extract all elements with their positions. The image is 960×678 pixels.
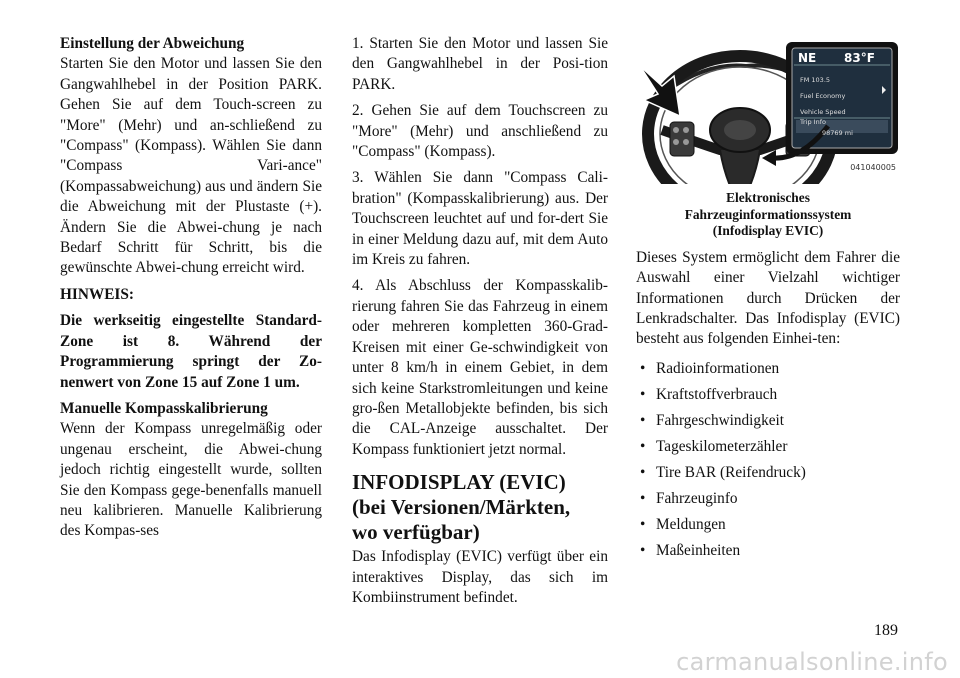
step-3: 3. Wählen Sie dann "Compass Cali-bration" (Kompasskalibrierung) aus. Der Touchscreen leuchtet auf und for-dert Sie in einer Meldung dazu auf, mit dem Auto im Kreis zu fahren.: [352, 169, 608, 269]
list-item: • Tire BAR (Reifendruck): [636, 460, 900, 486]
step-2: 2. Gehen Sie auf dem Touchscreen zu "More" (Mehr) und anschließend zu "Compass" (Kompass).: [352, 102, 608, 161]
display-direction: NE: [798, 51, 817, 65]
caption-line-1: Elektronisches: [726, 190, 810, 205]
caption-line-2: Fahrzeuginformationssystem: [684, 206, 852, 222]
watermark: carmanualsonline.info: [676, 648, 948, 676]
section-paragraph: Das Infodisplay (EVIC) verfügt über ein interaktives Display, das sich im Kombiinstrument befindet.: [352, 548, 608, 606]
step-1: 1. Starten Sie den Motor und lassen Sie den Gangwahlhebel in der Posi-tion PARK.: [352, 35, 608, 93]
caption-line-3: (Infodisplay EVIC): [712, 223, 824, 239]
list-item: • Maßeinheiten: [636, 538, 900, 564]
evic-feature-list: [636, 356, 900, 564]
section-heading-line-3: wo verfügbar): [352, 520, 480, 545]
display-item-trip-info: Trip Info: [800, 118, 826, 126]
list-item: • Tageskilometerzähler: [636, 434, 900, 460]
display-item-vehicle-speed: Vehicle Speed: [800, 108, 846, 116]
list-item: • Radioinformationen: [636, 356, 900, 382]
display-temperature: 83°F: [844, 51, 875, 65]
step-4: 4. Als Abschluss der Kompasskalib-rierung fahren Sie das Fahrzeug in einem oder mehreren kompletten 360-Grad-Kreisen mit einer Ge-schwindigkeit von unter 8 km/h in einem Gebiet, in dem sich keine Starkstromleitungen und keine gro-ßen Metallobjekte befinden, bis sich die CAL-Anzeige ausschaltet. Der Kompass funktioniert jetzt normal.: [352, 277, 608, 458]
note-label: HINWEIS:: [60, 285, 134, 303]
display-item-fuel-economy: Fuel Economy: [800, 92, 846, 100]
evic-figure: [636, 34, 900, 184]
paragraph-abweichung: Starten Sie den Motor und lassen Sie den Gangwahlhebel in der Position PARK. Gehen Sie auf dem Touch-screen zu "More" (Mehr) und an-schließend zu "Compass" (Kompass). Wählen Sie dann "Compass Vari-ance" (Kompassabweichung) aus und ändern Sie die Abweichung mit der Plustaste (+). Ändern Sie die Abwei-chung je nach Bedarf Schritt für Schritt, bis die gewünschte Abwei-chung erreicht wird.: [60, 55, 322, 277]
heading-kalibrierung: Manuelle Kompasskalibrierung: [60, 399, 268, 417]
list-item: • Kraftstoffverbrauch: [636, 382, 900, 408]
heading-abweichung: Einstellung der Abweichung: [60, 35, 245, 52]
left-column: [60, 34, 322, 548]
right-column: [636, 34, 900, 564]
figure-caption: [636, 190, 900, 240]
evic-intro: Dieses System ermöglicht dem Fahrer die Auswahl einer Vielzahl wichtiger Informationen durch Drücken der Lenkradschalter. Das Infodisplay (EVIC) besteht aus folgenden Einhei-ten:: [636, 248, 900, 348]
middle-column: [352, 34, 608, 608]
section-heading-line-1: INFODISPLAY (EVIC): [352, 470, 566, 495]
display-item-radio: FM 103.5: [800, 76, 831, 84]
display-item-odometer: 98769 mi: [822, 129, 853, 137]
section-heading: [352, 470, 608, 545]
image-code: 041040005: [850, 162, 896, 172]
list-item: • Fahrgeschwindigkeit: [636, 408, 900, 434]
note-text: Die werkseitig eingestellte Standard-Zone ist 8. Während der Programmierung springt der Zo-nenwert von Zone 15 auf Zone 1 um.: [60, 312, 322, 391]
list-item: • Fahrzeuginfo: [636, 486, 900, 512]
section-heading-line-2: (bei Versionen/Märkten,: [352, 495, 571, 520]
paragraph-kalibrierung: Wenn der Kompass unregelmäßig oder ungenau erscheint, die Abwei-chung jedoch richtig eingestellt wurde, sollten Sie den Kompass gege-benenfalls manuell neu kalibrieren. Manuelle Kalibrierung des Kompas-ses: [60, 420, 322, 540]
list-item: • Meldungen: [636, 512, 900, 538]
page-number: 189: [874, 622, 898, 639]
